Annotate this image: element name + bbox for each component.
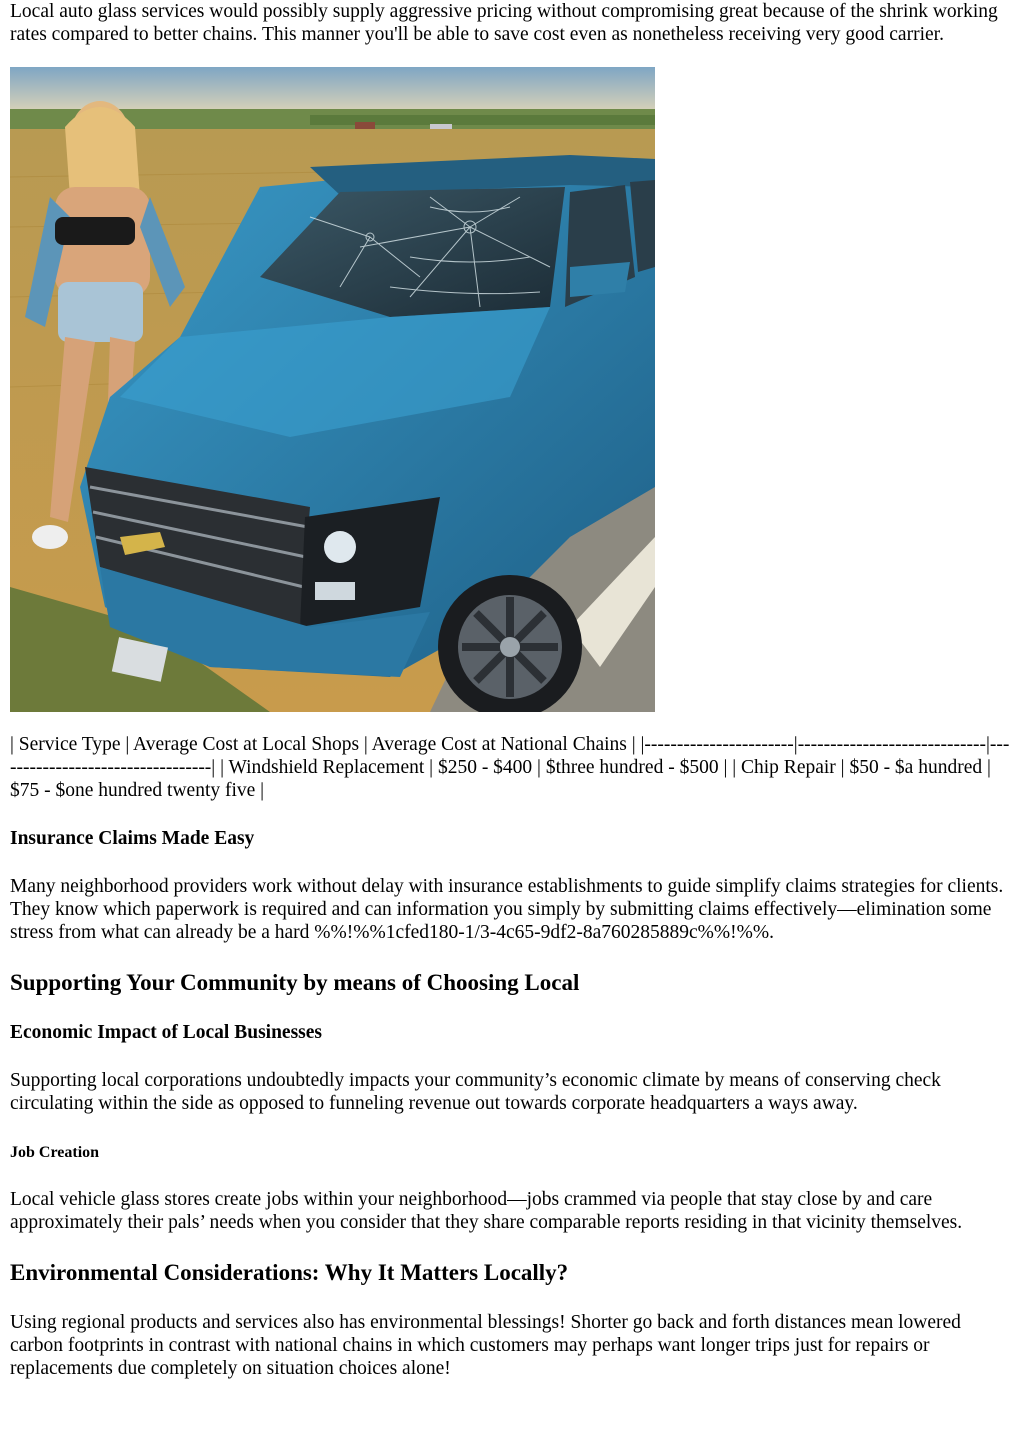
insurance-heading: Insurance Claims Made Easy <box>10 828 255 849</box>
article-body <box>10 0 1014 1380</box>
environment-paragraph: Using regional products and services also has environmental blessings! Shorter go back and forth distances mean lowered carbon footprints in contrast with national chains in which customers may perhaps want longer trips just for repairs or replacements due completely on situation choices alone! <box>10 1312 961 1379</box>
environment-heading: Environmental Considerations: Why It Matters Locally? <box>10 1260 569 1285</box>
car-photo <box>10 67 655 712</box>
intro-paragraph: Local auto glass services would possibly supply aggressive pricing without compromising great because of the shrink working rates compared to better chains. This manner you'll be able to save cost even as nonetheless receiving very good carrier. <box>10 1 998 45</box>
jobs-heading: Job Creation <box>10 1144 100 1161</box>
pricing-table-text: | Service Type | Average Cost at Local Shops | Average Cost at National Chains | |-----------------------|-----------------------------|----------------------------------| | Windshield Replacement | $250 - $400 | $three hundred - $500 | | Chip Repair | $50 - $a hundred | $75 - $one hundred twenty five | <box>10 734 1010 801</box>
community-heading: Supporting Your Community by means of Choosing Local <box>10 970 580 995</box>
insurance-paragraph: Many neighborhood providers work without delay with insurance establishments to guide simplify claims strategies for clients. They know which paperwork is required and can information you simply by submitting claims effectively—elimination some stress from what can already be a hard %%!%%1cfed180-1/3-4c65-9df2-8a760285889c%%!%%. <box>10 876 1004 943</box>
jobs-paragraph: Local vehicle glass stores create jobs within your neighborhood—jobs crammed via people that stay close by and care approximately their pals’ needs when you consider that they share comparable reports residing in that vicinity themselves. <box>10 1189 963 1233</box>
economic-paragraph: Supporting local corporations undoubtedly impacts your community’s economic climate by means of conserving check circulating within the side as opposed to funneling revenue out towards corporate headquarters a ways away. <box>10 1070 941 1114</box>
economic-heading: Economic Impact of Local Businesses <box>10 1022 322 1043</box>
